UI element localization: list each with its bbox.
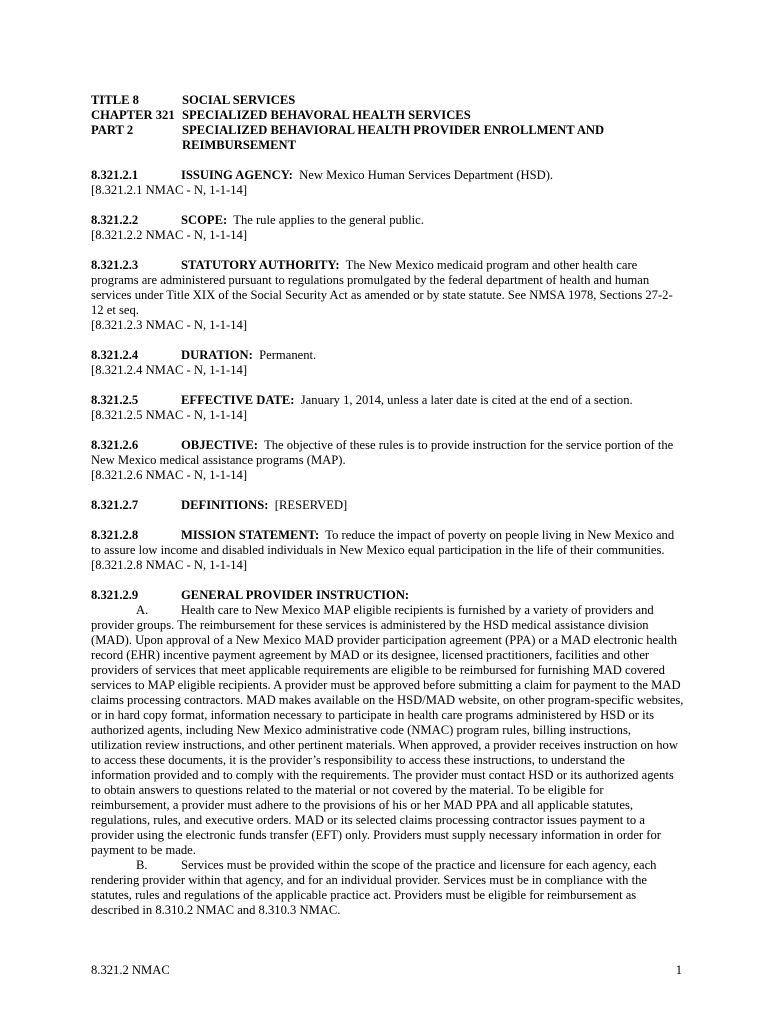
section-number: 8.321.2.6 — [91, 438, 139, 452]
header-chapter-key: CHAPTER 321 — [91, 108, 175, 122]
section-issuing-agency — [91, 168, 685, 198]
section-definitions — [91, 498, 685, 513]
document-header — [91, 93, 685, 153]
section-text: The rule applies to the general public. — [233, 213, 424, 227]
header-part-key: PART 2 — [91, 123, 134, 137]
header-chapter-value: SPECIALIZED BEHAVORAL HEALTH SERVICES — [182, 108, 471, 122]
section-duration — [91, 348, 685, 378]
section-number: 8.321.2.9 — [91, 588, 139, 602]
subsection-b — [91, 858, 685, 918]
subsection-a — [91, 603, 685, 858]
page-number: 1 — [675, 963, 682, 977]
section-number: 8.321.2.2 — [91, 213, 139, 227]
section-caption: DURATION: — [181, 348, 253, 362]
section-history: [8.321.2.1 NMAC - N, 1-1-14] — [91, 183, 248, 197]
section-number: 8.321.2.3 — [91, 258, 139, 272]
section-text: January 1, 2014, unless a later date is cited at the end of a section. — [300, 393, 633, 407]
section-history: [8.321.2.5 NMAC - N, 1-1-14] — [91, 408, 248, 422]
section-scope — [91, 213, 685, 243]
section-history: [8.321.2.4 NMAC - N, 1-1-14] — [91, 363, 248, 377]
subsection-text: Health care to New Mexico MAP eligible recipients is furnished by a variety of providers and provider groups. The reimbursement for these services is administered by the HSD medical assistance division (MAD). Upon approval of a New Mexico MAD provider participation agreement (PPA) or a MAD electronic health record (EHR) incentive payment agreement by MAD or its designee, licensed practitioners, facilities and other providers of services that meet applicable requirements are eligible to be reimbursed for furnishing MAD covered services to MAP eligible recipients. A provider must be approved before submitting a claim for payment to the MAD claims processing contractors. MAD makes available on the HSD/MAD website, on other program-specific websites, or in hard copy format, information necessary to participate in health care programs administered by HSD or its authorized agents, including New Mexico administrative code (NMAC) program rules, billing instructions, utilization review instructions, and other pertinent materials. When approved, a provider receives instruction on how to access these documents, it is the provider’s responsibility to access these instructions, to understand the information provided and to comply with the requirements. The provider must contact HSD or its authorized agents to obtain answers to questions related to the material or not covered by the material. To be eligible for reimbursement, a provider must adhere to the provisions of his or her MAD PPA and all applicable statutes, regulations, rules, and executive orders. MAD or its selected claims processing contractor issues payment to a provider using the electronic funds transfer (EFT) only. Providers must supply necessary information in order for payment to be made. — [91, 603, 684, 857]
section-text: [RESERVED] — [274, 498, 348, 512]
section-caption: STATUTORY AUTHORITY: — [181, 258, 340, 272]
header-title-key: TITLE 8 — [91, 93, 139, 107]
header-row-part — [91, 123, 685, 153]
section-number: 8.321.2.8 — [91, 528, 139, 542]
section-mission-statement — [91, 528, 685, 573]
subsection-letter: B. — [136, 858, 148, 872]
section-objective — [91, 438, 685, 483]
section-history: [8.321.2.2 NMAC - N, 1-1-14] — [91, 228, 248, 242]
section-caption: OBJECTIVE: — [181, 438, 258, 452]
section-text: Permanent. — [259, 348, 317, 362]
header-part-value: SPECIALIZED BEHAVIORAL HEALTH PROVIDER ENROLLMENT AND REIMBURSEMENT — [182, 123, 605, 152]
section-text: The objective of these rules is to provide instruction for the service portion of the New Mexico medical assistance programs (MAP). — [91, 438, 674, 467]
header-row-title — [91, 93, 685, 108]
page-footer — [91, 963, 682, 978]
section-text: The New Mexico medicaid program and other health care programs are administered pursuant to regulations promulgated by the federal department of health and human services under Title XIX of the Social Security Act as amended or by state statute. See NMSA 1978, Sections 27-2-12 et seq. — [91, 258, 673, 317]
section-history: [8.321.2.8 NMAC - N, 1-1-14] — [91, 558, 248, 572]
subsection-letter: A. — [136, 603, 149, 617]
section-number: 8.321.2.7 — [91, 498, 139, 512]
subsection-text: Services must be provided within the scope of the practice and licensure for each agency, each rendering provider within that agency, and for an individual provider. Services must be in compliance with the statutes, rules and regulations of the applicable practice act. Providers must be eligible for reimbursement as described in 8.310.2 NMAC and 8.310.3 NMAC. — [91, 858, 657, 917]
section-caption: ISSUING AGENCY: — [181, 168, 293, 182]
document-content — [91, 93, 685, 918]
section-caption: GENERAL PROVIDER INSTRUCTION: — [181, 588, 410, 602]
section-number: 8.321.2.1 — [91, 168, 139, 182]
section-history: [8.321.2.3 NMAC - N, 1-1-14] — [91, 318, 248, 332]
footer-citation: 8.321.2 NMAC — [91, 963, 170, 977]
section-effective-date — [91, 393, 685, 423]
section-text: New Mexico Human Services Department (HSD). — [299, 168, 554, 182]
section-statutory-authority — [91, 258, 685, 333]
section-text: To reduce the impact of poverty on people living in New Mexico and to assure low income and disabled individuals in New Mexico equal participation in the life of their communities. — [91, 528, 675, 557]
header-title-value: SOCIAL SERVICES — [182, 93, 296, 107]
section-history: [8.321.2.6 NMAC - N, 1-1-14] — [91, 468, 248, 482]
section-number: 8.321.2.5 — [91, 393, 139, 407]
section-general-provider-instruction — [91, 588, 685, 918]
section-caption: EFFECTIVE DATE: — [181, 393, 295, 407]
section-caption: DEFINITIONS: — [181, 498, 269, 512]
section-caption: SCOPE: — [181, 213, 228, 227]
header-row-chapter — [91, 108, 685, 123]
section-caption: MISSION STATEMENT: — [181, 528, 320, 542]
section-number: 8.321.2.4 — [91, 348, 139, 362]
